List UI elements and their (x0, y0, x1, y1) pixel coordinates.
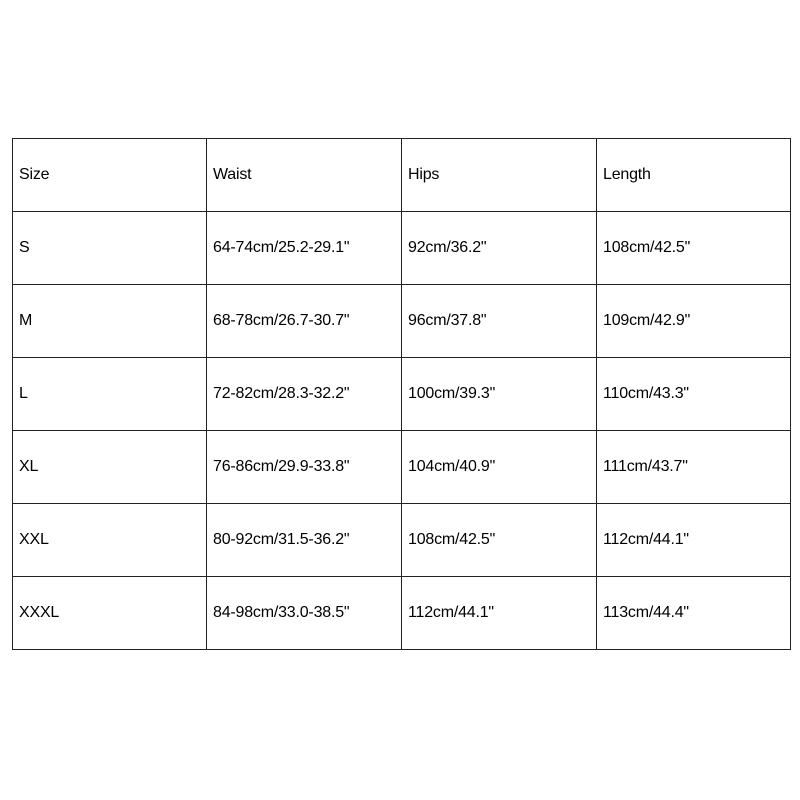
cell-hips: 92cm/36.2" (402, 212, 597, 285)
header-row (13, 139, 791, 212)
cell-hips: 100cm/39.3" (402, 358, 597, 431)
header-waist: Waist (207, 139, 402, 212)
header-size: Size (13, 139, 207, 212)
cell-length: 108cm/42.5" (597, 212, 791, 285)
cell-waist: 64-74cm/25.2-29.1" (207, 212, 402, 285)
table-row (13, 212, 791, 285)
cell-hips: 104cm/40.9" (402, 431, 597, 504)
cell-waist: 80-92cm/31.5-36.2" (207, 504, 402, 577)
header-length: Length (597, 139, 791, 212)
cell-hips: 108cm/42.5" (402, 504, 597, 577)
cell-size: XXXL (13, 577, 207, 650)
table-row (13, 431, 791, 504)
header-hips: Hips (402, 139, 597, 212)
table-row (13, 358, 791, 431)
cell-waist: 72-82cm/28.3-32.2" (207, 358, 402, 431)
cell-length: 112cm/44.1" (597, 504, 791, 577)
table-row (13, 577, 791, 650)
cell-hips: 112cm/44.1" (402, 577, 597, 650)
cell-length: 113cm/44.4" (597, 577, 791, 650)
table-row (13, 504, 791, 577)
table-row (13, 285, 791, 358)
cell-length: 109cm/42.9" (597, 285, 791, 358)
cell-waist: 84-98cm/33.0-38.5" (207, 577, 402, 650)
cell-size: S (13, 212, 207, 285)
cell-hips: 96cm/37.8" (402, 285, 597, 358)
cell-size: XXL (13, 504, 207, 577)
cell-size: M (13, 285, 207, 358)
cell-waist: 68-78cm/26.7-30.7" (207, 285, 402, 358)
cell-size: XL (13, 431, 207, 504)
cell-length: 111cm/43.7" (597, 431, 791, 504)
cell-waist: 76-86cm/29.9-33.8" (207, 431, 402, 504)
cell-length: 110cm/43.3" (597, 358, 791, 431)
size-chart-table (12, 138, 791, 650)
cell-size: L (13, 358, 207, 431)
